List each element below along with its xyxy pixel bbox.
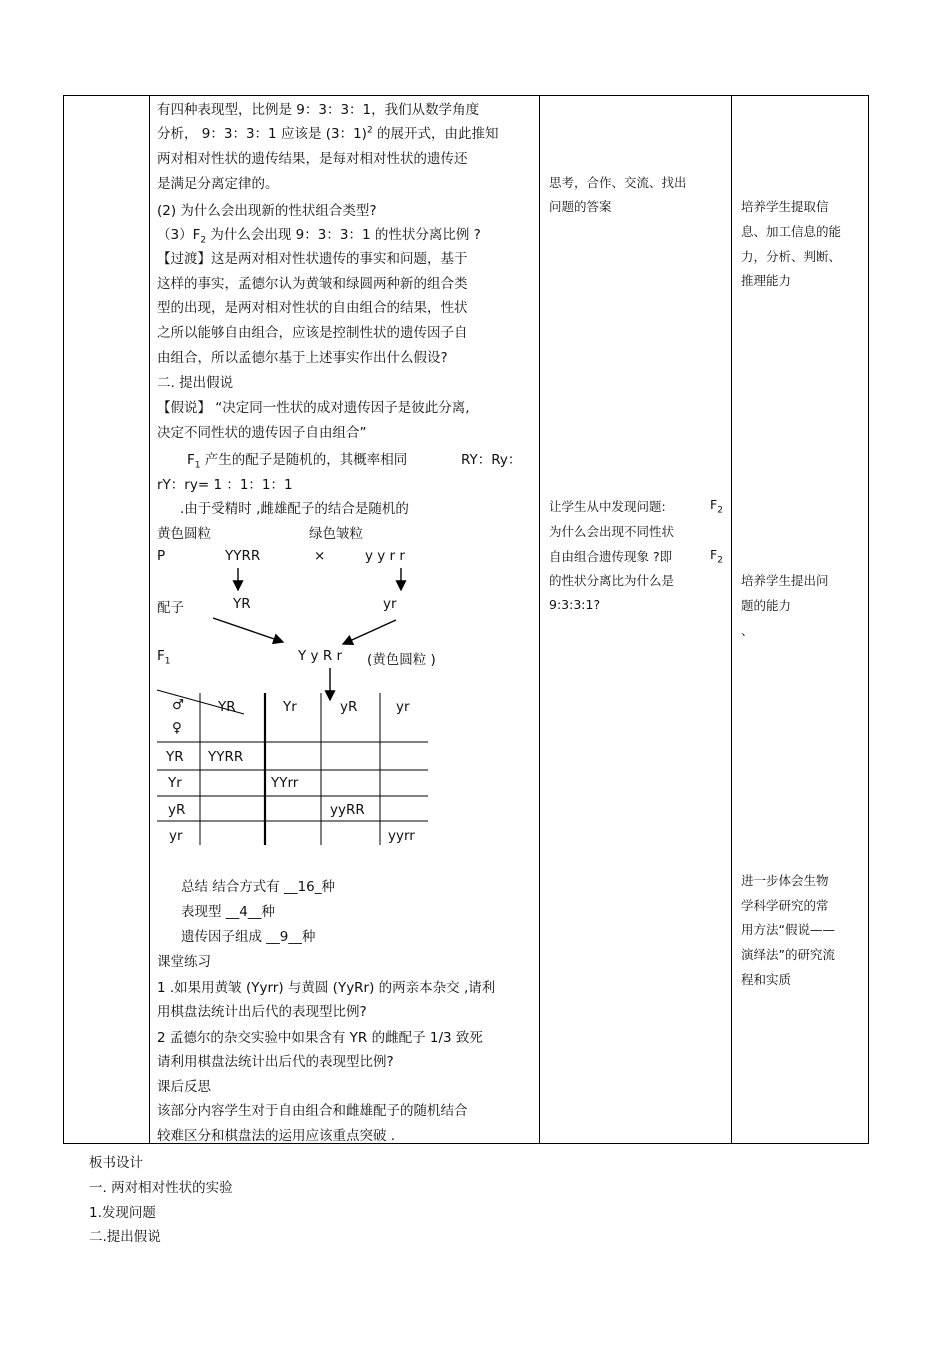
text-line: 是满足分离定律的。 [157, 176, 279, 192]
subscript: 1 [194, 460, 201, 471]
intent-text: 、 [741, 623, 754, 638]
exercise-1-cont: 用棋盘法统计出后代的表现型比例? [157, 1004, 367, 1020]
punnett-row-header: Yr [168, 775, 182, 791]
exercise-2: 2 孟德尔的杂交实验中如果含有 YR 的雌配子 1/3 致死 [157, 1030, 483, 1046]
reflection-title: 课后反思 [157, 1079, 211, 1095]
activity-text: 自由组合遗传现象 ?即 [549, 549, 673, 564]
intent-text: 演绎法”的研究流 [741, 947, 835, 962]
text-line: 决定不同性状的遗传因子自由组合” [157, 425, 367, 441]
activity-text: 让学生从中发现问题: [549, 499, 666, 514]
text-fragment: 为什么会出现 9：3：3：1 的性状分离比例 ? [206, 227, 481, 243]
text-line: 有四种表现型，比例是 9：3：3：1，我们从数学角度 [157, 102, 480, 118]
gamete-ratio: RY：Ry： [461, 452, 522, 468]
superscript: 2 [366, 125, 373, 136]
text-fragment: F [710, 547, 718, 562]
intent-text: 推理能力 [741, 273, 792, 288]
punnett-cell: YYRR [208, 749, 244, 765]
subscript: 2 [717, 555, 723, 566]
activity-text: 9:3:3:1? [549, 597, 601, 612]
intent-text: 力，分析、判断、 [741, 249, 842, 264]
activity-text: 为什么会出现不同性状 [549, 524, 675, 539]
activity-text: 思考，合作、交流、找出 [549, 175, 687, 190]
punnett-col-header: YR [218, 699, 236, 715]
intent-text: 学科学研究的常 [741, 898, 829, 913]
section-heading: 二. 提出假说 [157, 375, 234, 391]
punnett-col-header: yR [340, 699, 358, 715]
text-fragment: 分析， 9：3：3：1 应该是 (3：1) [157, 126, 367, 142]
cross-symbol: × [314, 548, 326, 564]
reflection-text: 较难区分和棋盘法的运用应该重点突破 . [157, 1128, 396, 1144]
intent-text: 用方法“假说—— [741, 922, 835, 937]
board-line: 一. 两对相对性状的实验 [89, 1180, 233, 1196]
text-fragment: F [710, 497, 718, 512]
text-fragment: 产生的配子是随机的，其概率相同 [200, 452, 408, 468]
parent-genotype-1: YYRR [225, 548, 261, 564]
punnett-row-header: YR [166, 749, 184, 765]
intent-text: 程和实质 [741, 972, 792, 987]
subscript: 2 [200, 235, 207, 246]
question-2: (2) 为什么会出现新的性状组合类型? [157, 203, 377, 219]
intent-text: 题的能力 [741, 598, 792, 613]
activity-text [710, 497, 723, 516]
text-line: 两对相对性状的遗传结果，是每对相对性状的遗传还 [157, 151, 468, 167]
punnett-cell: yyrr [388, 828, 415, 844]
gamete-2: yr [383, 596, 397, 612]
text-line: 【假说】 “决定同一性状的成对遗传因子是彼此分离, [157, 400, 470, 416]
activity-text: 问题的答案 [549, 199, 612, 214]
summary-phenotypes: 表现型 __4__种 [181, 904, 275, 920]
gamete-1: YR [233, 596, 251, 612]
f1-phenotype: (黄色圆粒 ) [367, 652, 436, 668]
punnett-col-header: yr [396, 699, 410, 715]
exercise-1: 1 .如果用黄皱 (Yyrr) 与黄圆 (YyRr) 的两亲本杂交 ,请利 [157, 980, 496, 996]
board-line: 1.发现问题 [89, 1205, 156, 1221]
gamete-ratio: rY：ry= 1 ：1：1：1 [157, 477, 293, 493]
intent-text: 息、加工信息的能 [741, 224, 842, 239]
text-line: 之所以能够自由组合，应该是控制性状的遗传因子自 [157, 325, 468, 341]
f1-genotype: Y y R r [298, 648, 343, 664]
male-symbol: ♂ [172, 697, 185, 713]
punnett-col-header: Yr [283, 699, 297, 715]
parent-phenotype-1: 黄色圆粒 [157, 526, 211, 542]
punnett-cell: yyRR [330, 802, 365, 818]
intent-text: 培养学生提出问 [741, 573, 829, 588]
text-fragment: F [157, 648, 165, 664]
text-fragment: F [187, 452, 195, 468]
board-title: 板书设计 [89, 1155, 143, 1171]
parent-phenotype-2: 绿色皱粒 [309, 526, 363, 542]
punnett-cell: YYrr [271, 775, 299, 791]
punnett-row-header: yR [168, 802, 186, 818]
exercise-2-cont: 请利用棋盘法统计出后代的表现型比例? [157, 1054, 394, 1070]
text-line: .由于受精时 ,雌雄配子的结合是随机的 [180, 501, 409, 517]
punnett-row-header: yr [169, 828, 183, 844]
intent-text: 培养学生提取信 [741, 199, 829, 214]
parental-label: P [157, 548, 166, 564]
board-line: 二.提出假说 [89, 1229, 161, 1245]
exercise-title: 课堂练习 [157, 954, 211, 970]
subscript: 1 [164, 656, 171, 667]
activity-text: 的性状分离比为什么是 [549, 573, 675, 588]
female-symbol: ♀ [172, 720, 182, 736]
text-line: 这样的事实，孟德尔认为黄皱和绿圆两种新的组合类 [157, 276, 468, 292]
intent-text: 进一步体会生物 [741, 873, 829, 888]
text-fragment: （3）F [157, 227, 201, 243]
summary-genotypes: 遗传因子组成 __9__种 [181, 929, 316, 945]
text-line: 型的出现，是两对相对性状的自由组合的结果，性状 [157, 300, 468, 316]
activity-text [710, 547, 723, 566]
summary-combinations: 总结 结合方式有 __16_种 [181, 879, 336, 895]
subscript: 2 [717, 505, 723, 516]
parent-genotype-2: y y r r [365, 548, 405, 564]
text-line: 【过渡】这是两对相对性状遗传的事实和问题，基于 [157, 251, 468, 267]
text-line: 由组合，所以孟德尔基于上述事实作出什么假设? [157, 350, 448, 366]
reflection-text: 该部分内容学生对于自由组合和雌雄配子的随机结合 [157, 1103, 468, 1119]
text-fragment: 的展开式，由此推知 [372, 126, 499, 142]
gamete-label: 配子 [157, 600, 184, 616]
